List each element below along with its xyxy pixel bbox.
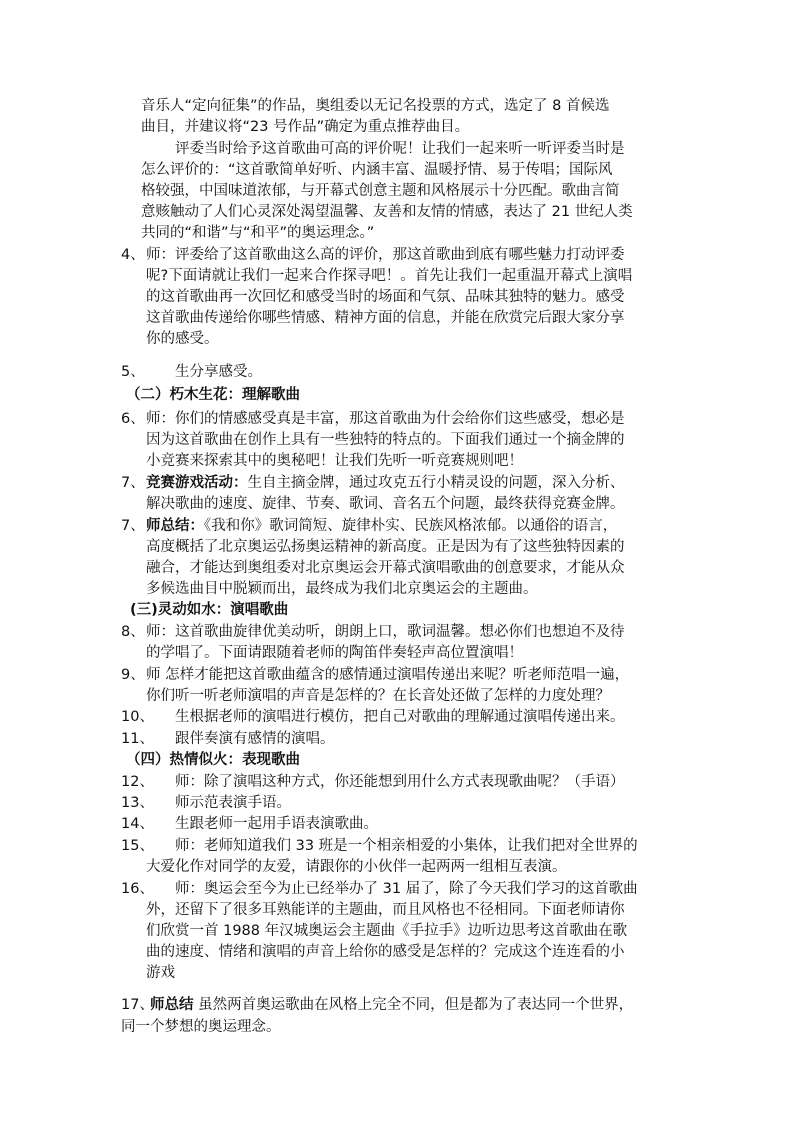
list-item-text: 呢?下面请就让我们一起来合作探寻吧！。首先让我们一起重温开幕式上演唱 bbox=[146, 268, 633, 284]
list-number: 16、 bbox=[121, 881, 154, 897]
list-number: 9、 bbox=[121, 667, 145, 683]
section-heading: （二）朽木生花：理解歌曲 bbox=[126, 387, 300, 403]
list-item-text: 游戏 bbox=[146, 965, 175, 981]
list-number: 7、 bbox=[121, 475, 145, 491]
list-item-text: 生自主摘金牌，通过攻克五行小精灵设的问题，深入分析、 bbox=[247, 475, 625, 491]
bold-label: 师总结： bbox=[146, 518, 204, 534]
list-item-text: 你的感受。 bbox=[146, 331, 219, 347]
list-item-text: 跟伴奏演有感情的演唱。 bbox=[175, 731, 335, 747]
list-item-text: 师：除了演唱这种方式，你还能想到用什么方式表现歌曲呢？（手语） bbox=[175, 774, 625, 790]
list-item-text: 融合，才能达到奥组委对北京奥运会开幕式演唱歌曲的创意要求，才能从众 bbox=[146, 560, 625, 576]
list-item-text: 《我和你》歌词简短、旋律朴实、民族风格浓郁。以通俗的语言， bbox=[204, 518, 618, 534]
section-heading: （四）热情似火：表现歌曲 bbox=[126, 752, 300, 768]
bold-label: 竞赛游戏活动： bbox=[146, 475, 248, 491]
list-item-text: 的这首歌曲再一次回忆和感受当时的场面和气氛、品味其独特的魅力。感受 bbox=[146, 289, 625, 305]
intro-line: 怎么评价的：“这首歌简单好听、内涵丰富、温暖抒情、易于传唱；国际风 bbox=[141, 162, 613, 178]
list-item-text: 生根据老师的演唱进行模仿，把自己对歌曲的理解通过演唱传递出来。 bbox=[175, 709, 625, 725]
list-number: 11、 bbox=[121, 731, 154, 747]
list-item-text: 生分享感受。 bbox=[175, 364, 262, 380]
list-number: 15、 bbox=[121, 838, 154, 854]
intro-line: 格较强，中国味道浓郁，与开幕式创意主题和风格展示十分匹配。歌曲言简 bbox=[141, 183, 620, 199]
list-number: 6、 bbox=[121, 411, 145, 427]
list-item-text: 解决歌曲的速度、旋律、节奏、歌词、音名五个问题，最终获得竞赛金牌。 bbox=[146, 496, 625, 512]
list-item-text: 小竞赛来探索其中的奥秘吧！让我们先听一听竞赛规则吧！ bbox=[146, 453, 523, 469]
list-item-text: 外，还留下了很多耳熟能详的主题曲，而且风格也不径相同。下面老师请你 bbox=[146, 902, 625, 918]
list-number: 12、 bbox=[121, 774, 154, 790]
list-item-text: 你们听一听老师演唱的声音是怎样的？在长音处还做了怎样的力度处理？ bbox=[146, 688, 610, 704]
list-number: 13、 bbox=[121, 795, 154, 811]
list-item-text bbox=[150, 995, 633, 1016]
list-number: 7、 bbox=[121, 518, 145, 534]
list-item-text: 师：评委给了这首歌曲这么高的评价，那这首歌曲到底有哪些魅力打动评委 bbox=[146, 247, 625, 263]
intro-line: 意赅触动了人们心灵深处渴望温馨、友善和友情的情感，表达了 21 世纪人类 bbox=[141, 204, 633, 220]
list-number: 8、 bbox=[121, 624, 145, 640]
list-item-text: 师示范表演手语。 bbox=[175, 795, 291, 811]
list-item-text bbox=[146, 473, 625, 494]
list-item-text: 生跟老师一起用手语表演歌曲。 bbox=[175, 816, 378, 832]
list-item-text bbox=[146, 516, 617, 537]
list-number: 5、 bbox=[121, 364, 145, 380]
list-item-text: 多候选曲目中脱颖而出，最终成为我们北京奥运会的主题曲。 bbox=[146, 581, 538, 597]
list-item-text: 这首歌曲传递给你哪些情感、精神方面的信息，并能在欣赏完后跟大家分享 bbox=[146, 310, 625, 326]
list-item-text: 们欣赏一首 1988 年汉城奥运会主题曲《手拉手》边听边思考这首歌曲在歌 bbox=[146, 923, 628, 939]
list-item-text: 高度概括了北京奥运弘扬奥运精神的新高度。正是因为有了这些独特因素的 bbox=[146, 539, 625, 555]
list-item-text: 师 怎样才能把这首歌曲蕴含的感情通过演唱传递出来呢？听老师范唱一遍， bbox=[146, 667, 630, 683]
list-item-text: 大爱化作对同学的友爱，请跟你的小伙伴一起两两一组相互表演。 bbox=[146, 859, 567, 875]
list-number: 17、 bbox=[121, 997, 154, 1013]
list-item-text: 师：老师知道我们 33 班是一个相亲相爱的小集体，让我们把对全世界的 bbox=[175, 838, 638, 854]
list-number: 10、 bbox=[121, 709, 154, 725]
list-number: 14、 bbox=[121, 816, 154, 832]
list-number: 4、 bbox=[121, 247, 145, 263]
intro-line: 评委当时给予这首歌曲可高的评价呢！让我们一起来听一听评委当时是 bbox=[175, 141, 625, 157]
section-heading: (三)灵动如水：演唱歌曲 bbox=[130, 602, 289, 618]
list-item-text: 师：你们的情感感受真是丰富，那这首歌曲为什会给你们这些感受，想必是 bbox=[146, 411, 625, 427]
list-item-text: 师：这首歌曲旋律优美动听，朗朗上口，歌词温馨。想必你们也想迫不及待 bbox=[146, 624, 625, 640]
list-item-text: 师：奥运会至今为止已经举办了 31 届了，除了今天我们学习的这首歌曲 bbox=[175, 881, 638, 897]
bold-label: 师总结 bbox=[150, 997, 194, 1013]
intro-line: 曲目，并建议将“23 号作品”确定为重点推荐曲目。 bbox=[141, 119, 470, 135]
list-item-text: 的学唱了。下面请跟随着老师的陶笛伴奏轻声高位置演唱！ bbox=[146, 645, 523, 661]
list-item-text: 因为这首歌曲在创作上具有一些独特的特点的。下面我们通过一个摘金牌的 bbox=[146, 432, 625, 448]
intro-line: 共同的“和谐”与“和平”的奥运理念。” bbox=[141, 225, 375, 241]
list-item-text: 虽然两首奥运歌曲在风格上完全不同，但是都为了表达同一个世界， bbox=[193, 997, 634, 1013]
list-item-text: 曲的速度、情绪和演唱的声音上给你的感受是怎样的？完成这个连连看的小 bbox=[146, 944, 625, 960]
intro-line: 音乐人“定向征集”的作品，奥组委以无记名投票的方式，选定了 8 首候选 bbox=[141, 98, 610, 114]
list-item-text: 同一个梦想的奥运理念。 bbox=[121, 1019, 281, 1035]
